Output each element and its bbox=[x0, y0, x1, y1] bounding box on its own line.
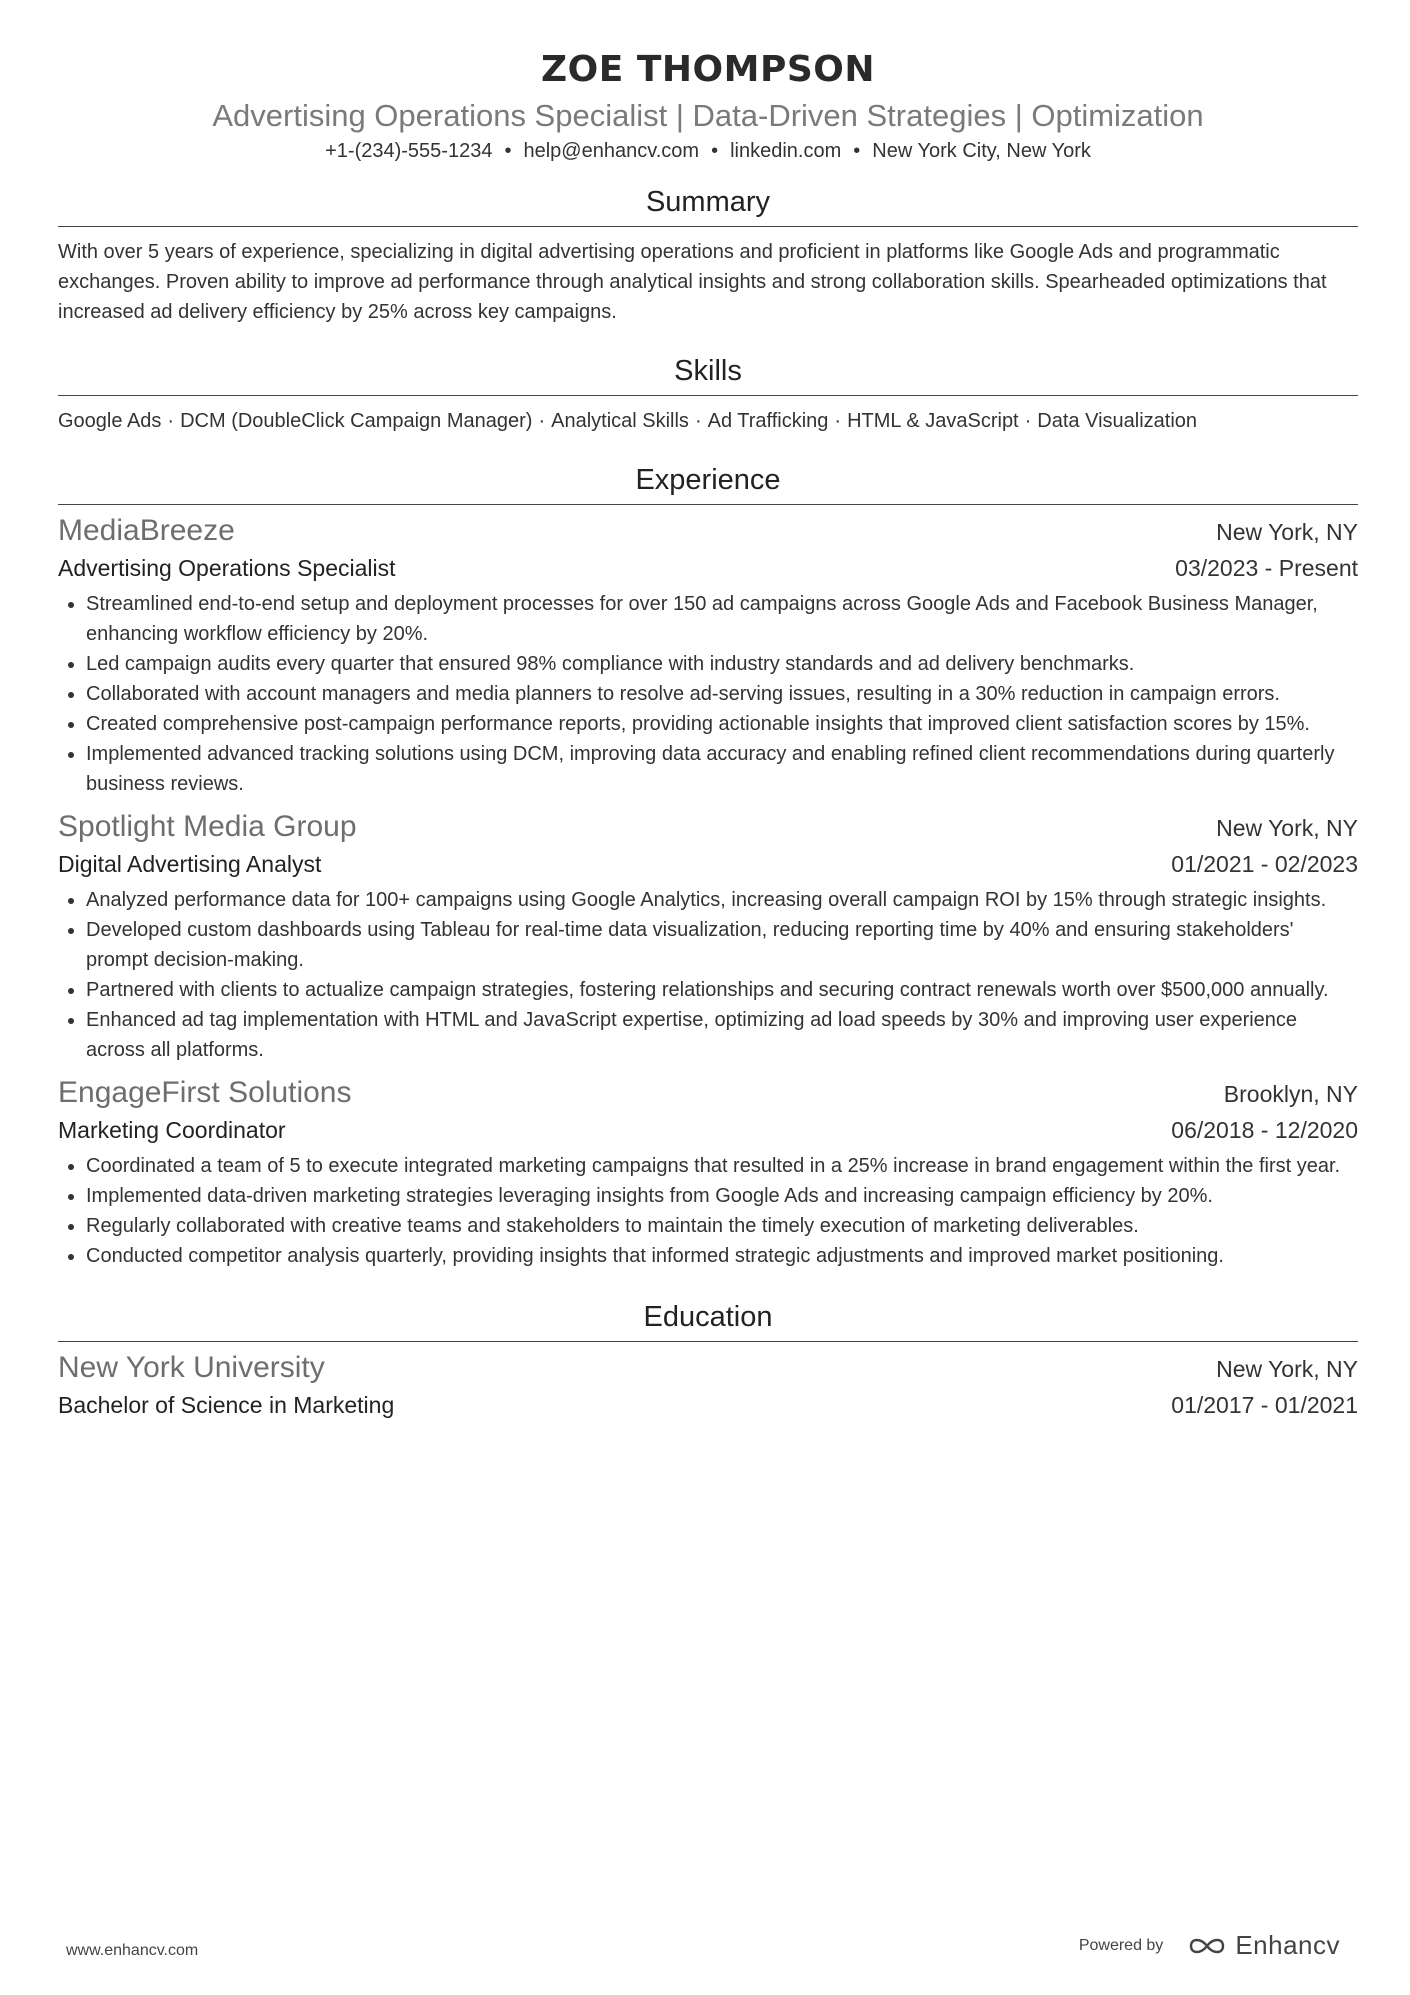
candidate-name: ZOE THOMPSON bbox=[541, 49, 875, 90]
experience-entry bbox=[58, 807, 1358, 1065]
achievement-item: • Implemented data-driven marketing strategies leveraging insights from Google Ads and increasing campaign efficiency by 20%. bbox=[86, 1181, 1358, 1211]
achievement-item: • Led campaign audits every quarter that ensured 98% compliance with industry standards and ad delivery benchmarks. bbox=[86, 649, 1358, 679]
powered-by-label: Powered by bbox=[1078, 1936, 1164, 1954]
contact-line bbox=[58, 136, 1358, 166]
summary-section bbox=[58, 184, 1358, 327]
skills-section bbox=[58, 353, 1358, 436]
experience-entry bbox=[58, 511, 1358, 799]
job-dates: 01/2021 - 02/2023 bbox=[1171, 851, 1358, 877]
company-name: EngageFirst Solutions bbox=[58, 1076, 352, 1109]
skill-item: HTML & JavaScript bbox=[847, 410, 1019, 432]
summary-text: With over 5 years of experience, specializing in digital advertising operations and proficient in platforms like Google Ads and programmatic exchanges. Proven ability to improve ad performance through analytical insights and strong collaboration skills. Spearheaded optimizations that increased ad delivery efficiency by 25% across key campaigns. bbox=[58, 241, 1327, 323]
education-section bbox=[58, 1299, 1358, 1422]
job-dates: 03/2023 - Present bbox=[1175, 555, 1358, 581]
separator-dot: • bbox=[504, 140, 512, 162]
separator-dot: • bbox=[711, 140, 719, 162]
job-location: Brooklyn, NY bbox=[1223, 1081, 1358, 1107]
education-dates: 01/2017 - 01/2021 bbox=[1171, 1392, 1358, 1418]
achievement-item: • Regularly collaborated with creative teams and stakeholders to maintain the timely execution of marketing deliverables. bbox=[86, 1211, 1358, 1241]
section-title-education: Education bbox=[58, 1299, 1358, 1342]
linkedin-link[interactable]: linkedin.com bbox=[730, 140, 842, 162]
enhancv-logo-icon bbox=[1187, 1933, 1227, 1959]
achievement-item: • Enhanced ad tag implementation with HTML and JavaScript expertise, optimizing ad load speeds by 30% and improving user experience across all platforms. bbox=[86, 1005, 1358, 1065]
job-location: New York, NY bbox=[1216, 815, 1358, 841]
achievement-item: • Conducted competitor analysis quarterly, providing insights that informed strategic adjustments and improved market positioning. bbox=[86, 1241, 1358, 1271]
skills-list: Google Ads · DCM (DoubleClick Campaign Manager) · Analytical Skills · Ad Trafficking · HTML & JavaScript · Data Visualization bbox=[58, 410, 1198, 432]
achievement-item: • Streamlined end-to-end setup and deployment processes for over 150 ad campaigns across Google Ads and Facebook Business Manager, enhancing workflow efficiency by 20%. bbox=[86, 589, 1358, 649]
job-dates: 06/2018 - 12/2020 bbox=[1171, 1117, 1358, 1143]
job-title: Marketing Coordinator bbox=[58, 1117, 286, 1143]
skill-item: Data Visualization bbox=[1037, 410, 1198, 432]
school-name: New York University bbox=[58, 1351, 325, 1384]
email-link[interactable]: help@enhancv.com bbox=[523, 140, 700, 162]
footer-website-link[interactable]: www.enhancv.com bbox=[66, 1942, 199, 1959]
resume-page bbox=[58, 44, 1358, 1422]
company-name: Spotlight Media Group bbox=[58, 810, 357, 843]
headline: Advertising Operations Specialist | Data-Driven Strategies | Optimization bbox=[212, 98, 1204, 133]
education-entry bbox=[58, 1348, 1358, 1422]
job-location: New York, NY bbox=[1216, 519, 1358, 545]
footer-branding bbox=[1079, 1930, 1340, 1961]
achievement-item: • Implemented advanced tracking solutions using DCM, improving data accuracy and enabling refined client recommendations during quarterly business reviews. bbox=[86, 739, 1358, 799]
section-title-experience: Experience bbox=[58, 462, 1358, 505]
achievement-list bbox=[58, 589, 1358, 799]
achievement-item: • Partnered with clients to actualize campaign strategies, fostering relationships and securing contract renewals worth over $500,000 annually. bbox=[86, 975, 1358, 1005]
location: New York City, New York bbox=[872, 140, 1091, 162]
job-title: Digital Advertising Analyst bbox=[58, 851, 322, 877]
skill-item: Google Ads bbox=[58, 410, 162, 432]
experience-entry bbox=[58, 1073, 1358, 1271]
skill-item: DCM (DoubleClick Campaign Manager) bbox=[180, 410, 533, 432]
achievement-list bbox=[58, 885, 1358, 1065]
experience-section bbox=[58, 462, 1358, 1271]
job-title: Advertising Operations Specialist bbox=[58, 555, 396, 581]
skill-item: Analytical Skills bbox=[551, 410, 689, 432]
brand-name[interactable]: Enhancv bbox=[1235, 1930, 1340, 1960]
skill-item: Ad Trafficking bbox=[707, 410, 829, 432]
achievement-item: • Coordinated a team of 5 to execute integrated marketing campaigns that resulted in a 25% increase in brand engagement within the first year. bbox=[86, 1151, 1358, 1181]
achievement-item: • Created comprehensive post-campaign performance reports, providing actionable insights that improved client satisfaction scores by 15%. bbox=[86, 709, 1358, 739]
section-title-skills: Skills bbox=[58, 353, 1358, 396]
company-name: MediaBreeze bbox=[58, 514, 235, 547]
section-title-summary: Summary bbox=[58, 184, 1358, 227]
achievement-list bbox=[58, 1151, 1358, 1271]
achievement-item: • Developed custom dashboards using Tableau for real-time data visualization, reducing reporting time by 40% and ensuring stakeholders' prompt decision-making. bbox=[86, 915, 1358, 975]
school-location: New York, NY bbox=[1216, 1356, 1358, 1382]
degree: Bachelor of Science in Marketing bbox=[58, 1392, 395, 1418]
separator-dot: • bbox=[853, 140, 861, 162]
phone: +1-(234)-555-1234 bbox=[325, 140, 493, 162]
achievement-item: • Analyzed performance data for 100+ campaigns using Google Analytics, increasing overall campaign ROI by 15% through strategic insights. bbox=[86, 885, 1358, 915]
achievement-item: • Collaborated with account managers and media planners to resolve ad-serving issues, resulting in a 30% reduction in campaign errors. bbox=[86, 679, 1358, 709]
